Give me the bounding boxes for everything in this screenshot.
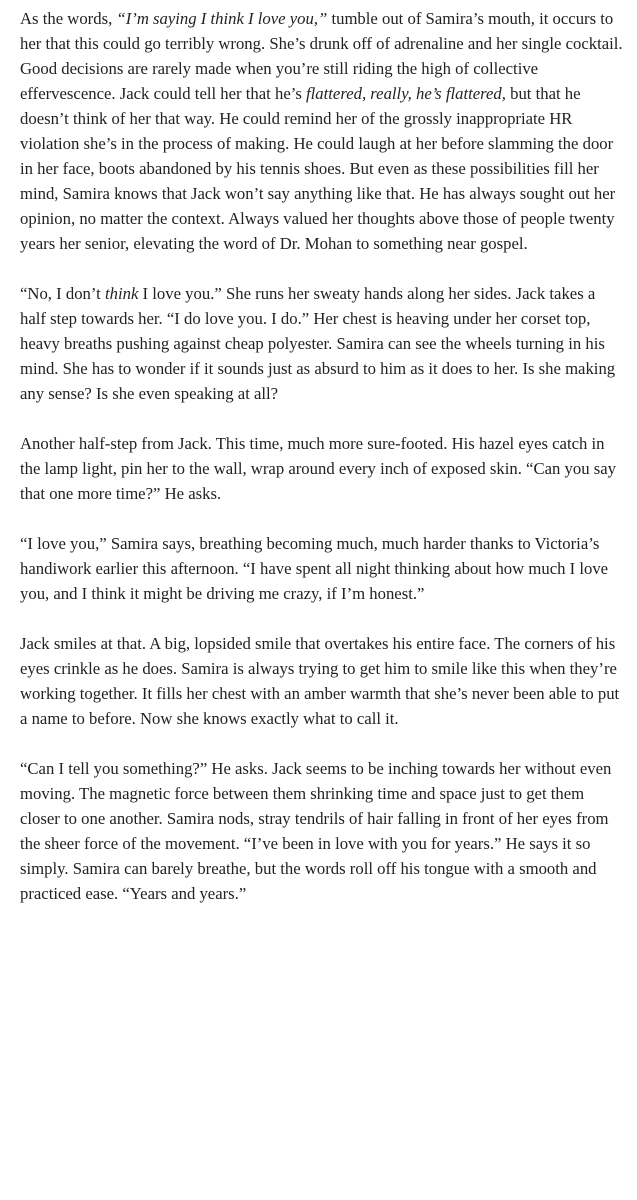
paragraph-italic-text: think [104, 284, 139, 303]
paragraph-italic-text: “I’m saying I think I love you,” [116, 9, 328, 28]
story-paragraph-2 [20, 281, 623, 406]
paragraph-text: “I love you,” Samira says, breathing becoming much, much harder thanks to Victoria’s handiwork earlier this afternoon. “I have spent all night thinking about how much I love you, and I think it might be driving me crazy, if I’m honest.” [20, 534, 609, 603]
paragraph-text: but that he doesn’t think of her that way. He could remind her of the grossly inappropriate HR violation she’s in the process of making. He could laugh at her before slamming the door in her face, boots abandoned by his tennis shoes. But even as these possibilities fill her mind, Samira knows that Jack won’t say anything like that. He has always sought out her opinion, no matter the context. Always valued her thoughts above those of people twenty years her senior, elevating the word of Dr. Mohan to something near gospel. [20, 84, 616, 253]
story-paragraph-5 [20, 631, 623, 731]
paragraph-text: I love you.” She runs her sweaty hands along her sides. Jack takes a half step towards her. “I do love you. I do.” Her chest is heaving under her corset top, heavy breaths pushing against cheap polyester. Samira can see the wheels turning in his mind. She has to wonder if it sounds just as absurd to him as it does to her. Is she making any sense? Is she even speaking at all? [20, 284, 616, 403]
paragraph-text: tumble out of Samira’s mouth, it occurs to her that this could go terribly wrong. She’s drunk off of adrenaline and her single cocktail. Good decisions are rarely made when you’re still riding the high of collective effervescence. Jack could tell her that he’s [20, 9, 623, 103]
story-paragraph-3 [20, 431, 623, 506]
story-paragraph-4 [20, 531, 623, 606]
paragraph-text: “No, I don’t [20, 284, 105, 303]
paragraph-text: Jack smiles at that. A big, lopsided smile that overtakes his entire face. The corners of his eyes crinkle as he does. Samira is always trying to get him to smile like this when they’re working together. It fills her chest with an amber warmth that she’s never been able to put a name to before. Now she knows exactly what to call it. [20, 634, 620, 728]
paragraph-text: “Can I tell you something?” He asks. Jack seems to be inching towards her without even moving. The magnetic force between them shrinking time and space just to get them closer to one another. Samira nods, stray tendrils of hair falling in front of her eyes from the sheer force of the movement. “I’ve been in love with you for years.” He says it so simply. Samira can barely breathe, but the words roll off his tongue with a smooth and practiced ease. “Years and years.” [20, 759, 612, 903]
story-paragraph-1 [20, 6, 623, 256]
paragraph-text: As the words, [20, 9, 117, 28]
story-paragraph-6 [20, 756, 623, 906]
paragraph-text: Another half-step from Jack. This time, much more sure-footed. His hazel eyes catch in the lamp light, pin her to the wall, wrap around every inch of exposed skin. “Can you say that one more time?” He asks. [20, 434, 616, 503]
paragraph-italic-text: flattered, really, he’s flattered, [306, 84, 506, 103]
